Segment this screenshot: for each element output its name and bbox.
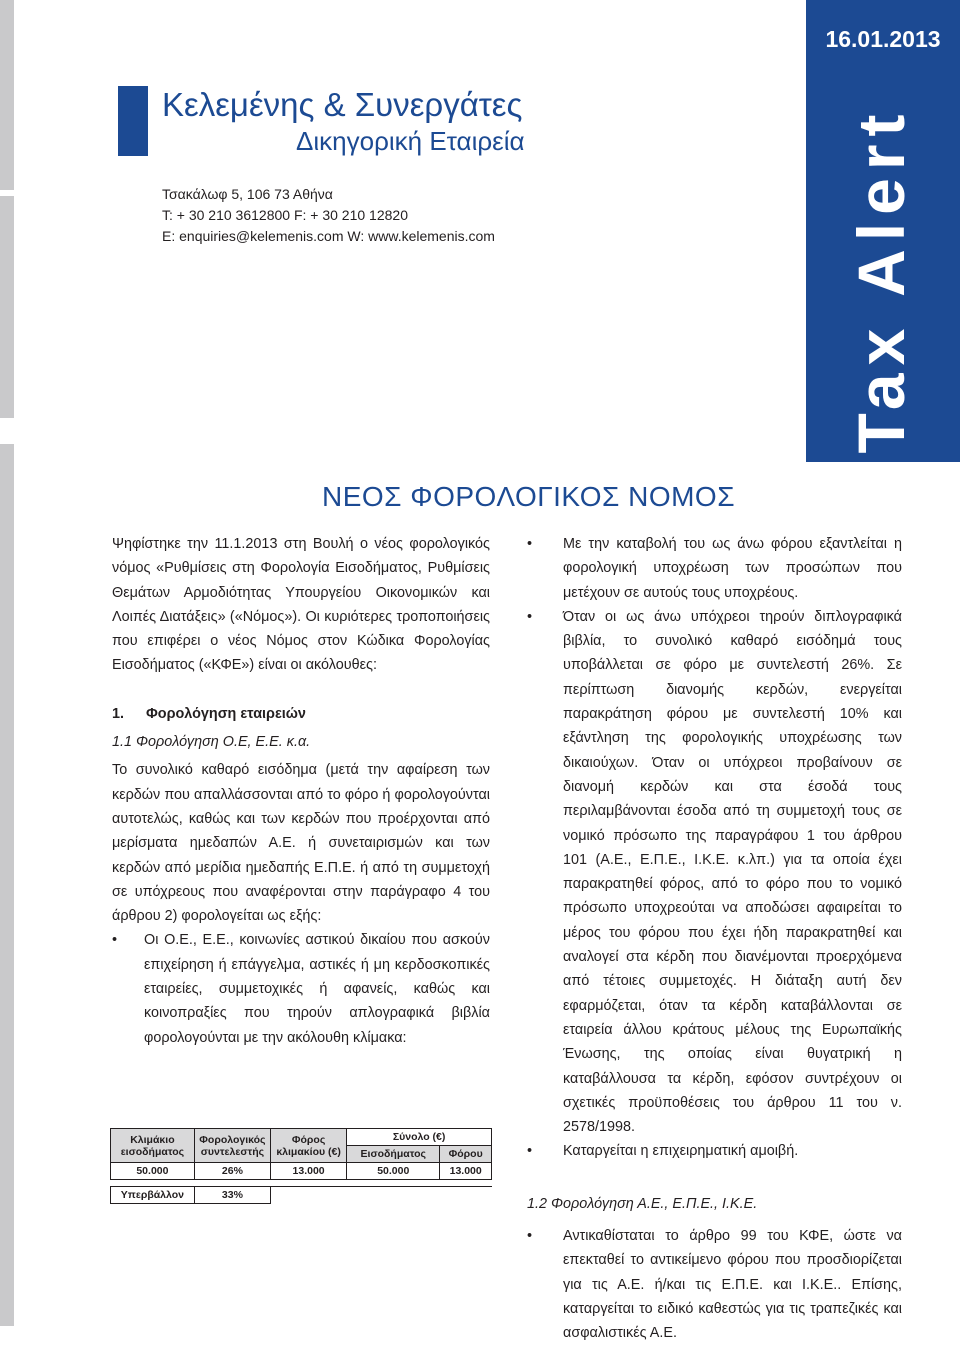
- section-1-heading: [112, 702, 490, 726]
- band-title: Tax Alert: [844, 106, 918, 454]
- tax-scale-table: [110, 1128, 492, 1204]
- bullet-item: [527, 532, 902, 605]
- bullet-dot: •: [527, 608, 533, 625]
- table-spacer-row: [111, 1180, 492, 1187]
- bullet-text: Οι Ο.Ε., Ε.Ε., κοινωνίες αστικού δικαίου που ασκούν επιχείρηση ή επάγγελμα, αστικές ή μη κερδοσκοπικές εταιρείες, συμμετοχικές ή αφανείς, καθώς και κοινοπραξίες που τηρούν απλογραφικά βιβλία φορολογούνται με την ακόλουθη κλίμακα:: [144, 932, 490, 1046]
- subsection-1-1-heading: 1.1 Φορολόγηση Ο.Ε, Ε.Ε. κ.α.: [112, 734, 311, 751]
- cell: Υπερβάλλον: [111, 1187, 195, 1204]
- bullet-dot: •: [112, 932, 118, 949]
- bullet-dot: •: [527, 1228, 533, 1245]
- cell: 50.000: [111, 1163, 195, 1180]
- left-stripe-bottom: [0, 444, 14, 1326]
- left-stripe-top: [0, 0, 14, 190]
- bullet-text: Με την καταβολή του ως άνω φόρου εξαντλείται η φορολογική υποχρέωση των προσώπων που μετέχουν σε αυτούς τους υποχρέους.: [563, 536, 902, 601]
- bullet-item: [112, 928, 490, 1049]
- logo-mark: [118, 86, 148, 156]
- bullet-item: [527, 605, 902, 1140]
- header-total: Σύνολο (€): [347, 1129, 492, 1146]
- firm-name: Κελεμένης & Συνεργάτες: [162, 86, 523, 123]
- address: Τσακάλωφ 5, 106 73 Αθήνα: [162, 186, 333, 202]
- document-title: ΝΕΟΣ ΦΟΡΟΛΟΓΙΚΟΣ ΝΟΜΟΣ: [322, 481, 736, 512]
- cell: [271, 1187, 347, 1204]
- header-tax-rate: Φορολογικός συντελεστής: [194, 1129, 270, 1163]
- bullet-text: Όταν οι ως άνω υπόχρεοι τηρούν διπλογραφικά βιβλία, το συνολικό καθαρό εισόδημά τους υποβάλλεται σε φόρο με συντελεστή 26%. Σε περίπτωση διανομής κερδών, ενεργείται παρακράτηση φόρου με συντελεστή 10% και εξάντληση της φορολογικής υποχρέωσης των δικαιούχων. Όταν οι υπόχρεοι προβαίνουν σε διανομή κερδών και στα έσοδά τους περιλαμβάνονται έσοδα από τη συμμετοχή τους σε νομικό πρόσωπο της παραγράφου 1 του άρθρου 101 (Α.Ε., Ε.Π.Ε., Ι.Κ.Ε. κ.λπ.) για τα οποία έχει παρακρατηθεί φόρος, από το φόρο που το νομικό πρόσωπο υποχρεούται να αποδώσει αφαιρείται το μέρος του φόρου που έχει ήδη παρακρατηθεί και αναλογεί στα κέρδη που διανέμονται προερχόμενα από τέτοιες συμμετοχές. Η διάταξη αυτή δεν εφαρμόζεται, όταν τα κέρδη καταβάλλονται σε εταιρεία άλλου κράτους μέλους της Ευρωπαϊκής Ένωσης, της οποίας είναι θυγατρική η καταβάλλουσα τα κέρδη, εφόσον συντρέχουν οι σχετικές προϋποθέσεις του άρθρου 11 του ν. 2578/1998.: [563, 608, 902, 1136]
- contact-block: [162, 184, 495, 247]
- cell: 13.000: [440, 1163, 492, 1180]
- cell: 50.000: [347, 1163, 440, 1180]
- issue-date: 16.01.2013: [825, 25, 941, 52]
- subsection-1-1-paragraph: Το συνολικό καθαρό εισόδημα (μετά την αφαίρεση των κερδών που απαλλάσσονται από το φόρο ή φορολογούνται αυτοτελώς, καθώς και των κερδών που προέρχονται από μερίσματα ημεδαπών Α.Ε. ή συνεταιρισμών και των κερδών από μερίδια ημεδαπής Ε.Π.Ε. ή από τη συμμετοχή σε υπόχρεους που αναφέρονται στην παράγραφο 4 του άρθρου 2) φορολογείται ως εξής:: [112, 762, 490, 925]
- left-column: [112, 532, 490, 1050]
- table-row: [111, 1187, 492, 1204]
- cell: 26%: [194, 1163, 270, 1180]
- left-stripe-middle: [0, 196, 14, 418]
- cell: 13.000: [271, 1163, 347, 1180]
- subsection-1-2-heading: 1.2 Φορολόγηση Α.Ε., Ε.Π.Ε., Ι.Κ.Ε.: [527, 1195, 758, 1212]
- section-1-number: 1.: [112, 705, 125, 722]
- bullet-item: [527, 1139, 902, 1163]
- email-web: E: enquiries@kelemenis.com W: www.kelemenis.com: [162, 228, 495, 244]
- cell: [440, 1187, 492, 1204]
- section-1-title: Φορολόγηση εταιρειών: [146, 705, 306, 722]
- cell: [347, 1187, 440, 1204]
- phone-fax: T: + 30 210 3612800 F: + 30 210 12820: [162, 207, 408, 223]
- table-header-row: [111, 1129, 492, 1146]
- bullet-dot: •: [527, 1143, 533, 1160]
- header-bracket-tax: Φόρος κλιμακίου (€): [271, 1129, 347, 1163]
- header-income-bracket: Κλιμάκιο εισοδήματος: [111, 1129, 195, 1163]
- header-total-tax: Φόρου: [440, 1146, 492, 1163]
- table-row: [111, 1163, 492, 1180]
- firm-subtitle: Δικηγορική Εταιρεία: [296, 126, 525, 156]
- bullet-dot: •: [527, 536, 533, 552]
- right-column: [527, 532, 902, 1346]
- band-title-box: [816, 106, 946, 454]
- intro-paragraph: Ψηφίστηκε την 11.1.2013 στη Βουλή ο νέος φορολογικός νόμος «Ρυθμίσεις στη Φορολογία Εισοδήματος, Ρυθμίσεις Θεμάτων Αρμοδιότητας Υπουργείου Οικονομικών και Λοιπές Διατάξεις» («Νόμος»). Οι κυριότερες τροποποιήσεις που επιφέρει ο νέος Νόμος στον Κώδικα Φορολογίας Εισοδήματος («ΚΦΕ») είναι οι ακόλουθες:: [112, 536, 490, 674]
- cell: 33%: [194, 1187, 270, 1204]
- header-total-income: Εισοδήματος: [347, 1146, 440, 1163]
- bullet-item: [527, 1224, 902, 1345]
- bullet-text: Αντικαθίσταται το άρθρο 99 του ΚΦΕ, ώστε να επεκταθεί το αντικείμενο φόρου που προσδιορίζεται για τις Α.Ε. ή/και τις Ε.Π.Ε. και Ι.Κ.Ε.. Επίσης, καταργείται το ειδικό καθεστώς για τις τραπεζικές και ασφαλιστικές Α.Ε.: [563, 1228, 902, 1342]
- bullet-text: Καταργείται η επιχειρηματική αμοιβή.: [563, 1143, 799, 1160]
